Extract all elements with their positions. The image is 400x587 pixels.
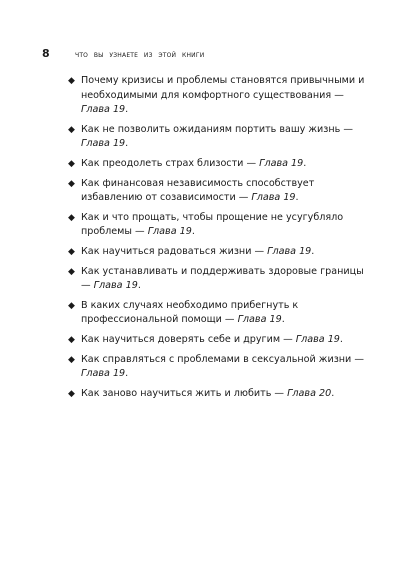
item-end: . [137, 280, 141, 292]
item-end: . [281, 314, 285, 326]
list-item [68, 387, 373, 402]
list-item [68, 333, 373, 348]
chapter-reference: Глава 19 [267, 245, 312, 257]
chapter-reference: Глава 19 [81, 368, 126, 380]
list-item [68, 211, 373, 240]
item-text: Как не позволить ожиданиям портить вашу жизнь — [81, 123, 353, 135]
running-head: что вы узнаете из этой книги [75, 50, 205, 59]
list-item [68, 245, 373, 260]
chapter-reference: Глава 19 [295, 333, 340, 345]
diamond-bullet-icon: ◆ [68, 124, 75, 135]
chapter-reference: Глава 20 [287, 387, 332, 399]
chapter-reference: Глава 19 [251, 192, 296, 204]
chapter-reference: Глава 19 [93, 280, 138, 292]
item-end: . [125, 368, 129, 380]
chapter-reference: Глава 19 [147, 226, 192, 238]
diamond-bullet-icon: ◆ [68, 266, 75, 277]
list-item [68, 74, 373, 118]
bullet-list [68, 74, 373, 406]
item-text: В каких случаях необходимо прибегнуть к профессиональной помощи — [81, 299, 299, 326]
item-end: . [311, 245, 315, 257]
list-item [68, 299, 373, 328]
item-end: . [125, 104, 129, 116]
diamond-bullet-icon: ◆ [68, 388, 75, 399]
item-end: . [303, 157, 307, 169]
list-item [68, 123, 373, 152]
chapter-reference: Глава 19 [237, 314, 282, 326]
item-text: Как заново научиться жить и любить — [81, 387, 288, 399]
item-text: Как научиться доверять себе и другим — [81, 333, 296, 345]
diamond-bullet-icon: ◆ [68, 354, 75, 365]
item-text: Как финансовая независимость способствует избавлению от созависимости — [81, 177, 315, 204]
item-end: . [339, 333, 343, 345]
item-end: . [295, 192, 299, 204]
page-number: 8 [42, 47, 50, 60]
chapter-reference: Глава 19 [259, 157, 304, 169]
item-text: Как и что прощать, чтобы прощение не усугубляло проблемы — [81, 211, 344, 238]
diamond-bullet-icon: ◆ [68, 300, 75, 311]
diamond-bullet-icon: ◆ [68, 158, 75, 169]
item-text: Как устанавливать и поддерживать здоровые границы — [81, 265, 364, 292]
item-end: . [331, 387, 335, 399]
list-item [68, 177, 373, 206]
list-item [68, 157, 373, 172]
chapter-reference: Глава 19 [81, 104, 126, 116]
list-item [68, 265, 373, 294]
item-end: . [125, 138, 129, 150]
item-text: Почему кризисы и проблемы становятся привычными и необходимыми для комфортного существования — [81, 75, 365, 101]
diamond-bullet-icon: ◆ [68, 178, 75, 189]
chapter-reference: Глава 19 [81, 138, 126, 150]
diamond-bullet-icon: ◆ [68, 246, 75, 257]
list-item [68, 353, 373, 382]
item-end: . [191, 226, 195, 238]
item-text: Как научиться радоваться жизни — [81, 245, 268, 257]
item-text: Как справляться с проблемами в сексуальной жизни — [81, 353, 364, 365]
diamond-bullet-icon: ◆ [68, 76, 75, 86]
item-text: Как преодолеть страх близости — [81, 157, 260, 169]
diamond-bullet-icon: ◆ [68, 212, 75, 223]
diamond-bullet-icon: ◆ [68, 334, 75, 345]
